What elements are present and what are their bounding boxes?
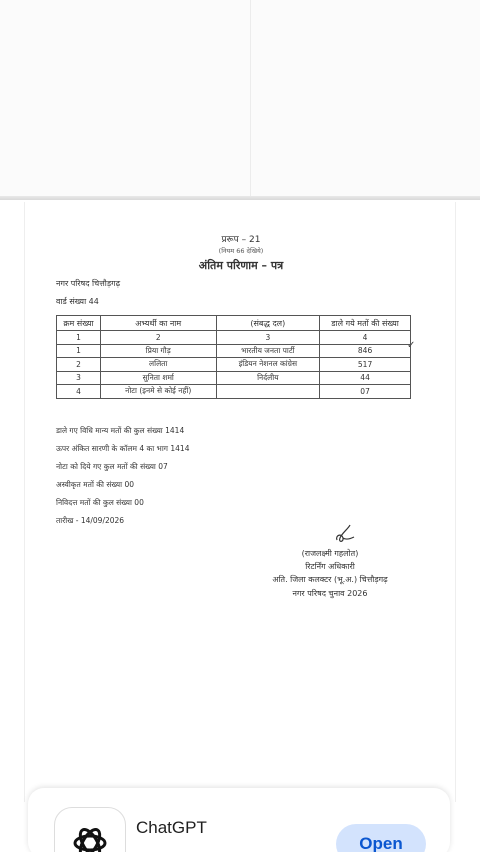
table-cell: 3: [216, 331, 320, 345]
document-date: तारीख - 14/09/2026: [56, 516, 125, 525]
table-cell: 2: [100, 331, 216, 345]
header-candidate: अभ्यर्थी का नाम: [100, 316, 216, 331]
table-cell: 3: [57, 371, 101, 385]
valid-votes-total: डाले गए विधि मान्य मतों की कुल संख्या 1414: [56, 426, 185, 435]
column-total: ऊपर अंकित सारणी के कॉलम 4 का भाग 1414: [56, 444, 190, 453]
ward-number: वार्ड संख्या 44: [56, 297, 99, 306]
table-cell: सुनिता शर्मा: [100, 371, 216, 385]
checkmark-icon: ✓: [407, 340, 416, 351]
council-name: नगर परिषद चित्तौड़गढ़: [56, 279, 121, 288]
results-table: [56, 315, 411, 399]
open-button[interactable]: Open: [336, 824, 426, 852]
header-votes: डाले गये मतों की संख्या: [320, 316, 411, 331]
signatory-name: (राजलक्ष्मी गहलोत): [301, 549, 359, 558]
rule-reference: (नियम 66 देखिये): [218, 247, 264, 255]
table-cell: नोटा (इनमे से कोई नहीं): [100, 385, 216, 399]
nota-total: नोटा को दिये गए कुल मतों की संख्या 07: [56, 462, 168, 471]
table-header-row: [57, 316, 411, 331]
tendered-votes: निविदत्त मतों की कुल संख्या 00: [56, 498, 144, 507]
election-name: नगर परिषद चुनाव 2026: [292, 589, 368, 598]
signatory-office: अति. जिला कलक्टर (भू.अ.) चित्तौड़गढ़: [272, 575, 388, 584]
table-cell: 1: [57, 331, 101, 345]
photo-top-area: [0, 0, 480, 198]
app-install-banner[interactable]: [28, 788, 450, 852]
rejected-votes: अस्वीकृत मतों की संख्या 00: [56, 480, 135, 489]
table-cell: इंडियन नेशनल कांग्रेस: [216, 358, 320, 372]
table-cell: 1: [57, 344, 101, 358]
table-row: [57, 358, 411, 372]
table-cell: भारतीय जनता पार्टी: [216, 344, 320, 358]
table-cell: 07: [320, 385, 411, 399]
table-cell: 44: [320, 371, 411, 385]
signatory-designation: रिटर्निंग अधिकारी: [305, 562, 355, 571]
document-heading: अंतिम परिणाम – पत्र: [198, 259, 284, 272]
result-document: [24, 202, 456, 802]
table-row: [57, 371, 411, 385]
signature-mark: [333, 524, 357, 546]
table-cell: 846: [320, 344, 411, 358]
table-row: [57, 385, 411, 399]
table-cell: निर्दलीय: [216, 371, 320, 385]
table-cell: ललिता: [100, 358, 216, 372]
header-party: (संबद्ध दल): [216, 316, 320, 331]
header-serial: क्रम संख्या: [57, 316, 101, 331]
table-cell: 4: [320, 331, 411, 345]
paper-crease: [250, 0, 251, 198]
table-cell: प्रिया गौड़: [100, 344, 216, 358]
table-cell: 4: [57, 385, 101, 399]
form-number: प्ररूप – 21: [221, 235, 261, 245]
paper-edge: [0, 196, 480, 200]
chatgpt-logo-glyph: [70, 823, 110, 852]
table-cell: [216, 385, 320, 399]
app-name: ChatGPT: [136, 818, 207, 837]
table-cell: 517: [320, 358, 411, 372]
table-cell: 2: [57, 358, 101, 372]
table-row: [57, 344, 411, 358]
table-index-row: [57, 331, 411, 345]
chatgpt-logo-icon[interactable]: [54, 807, 126, 852]
